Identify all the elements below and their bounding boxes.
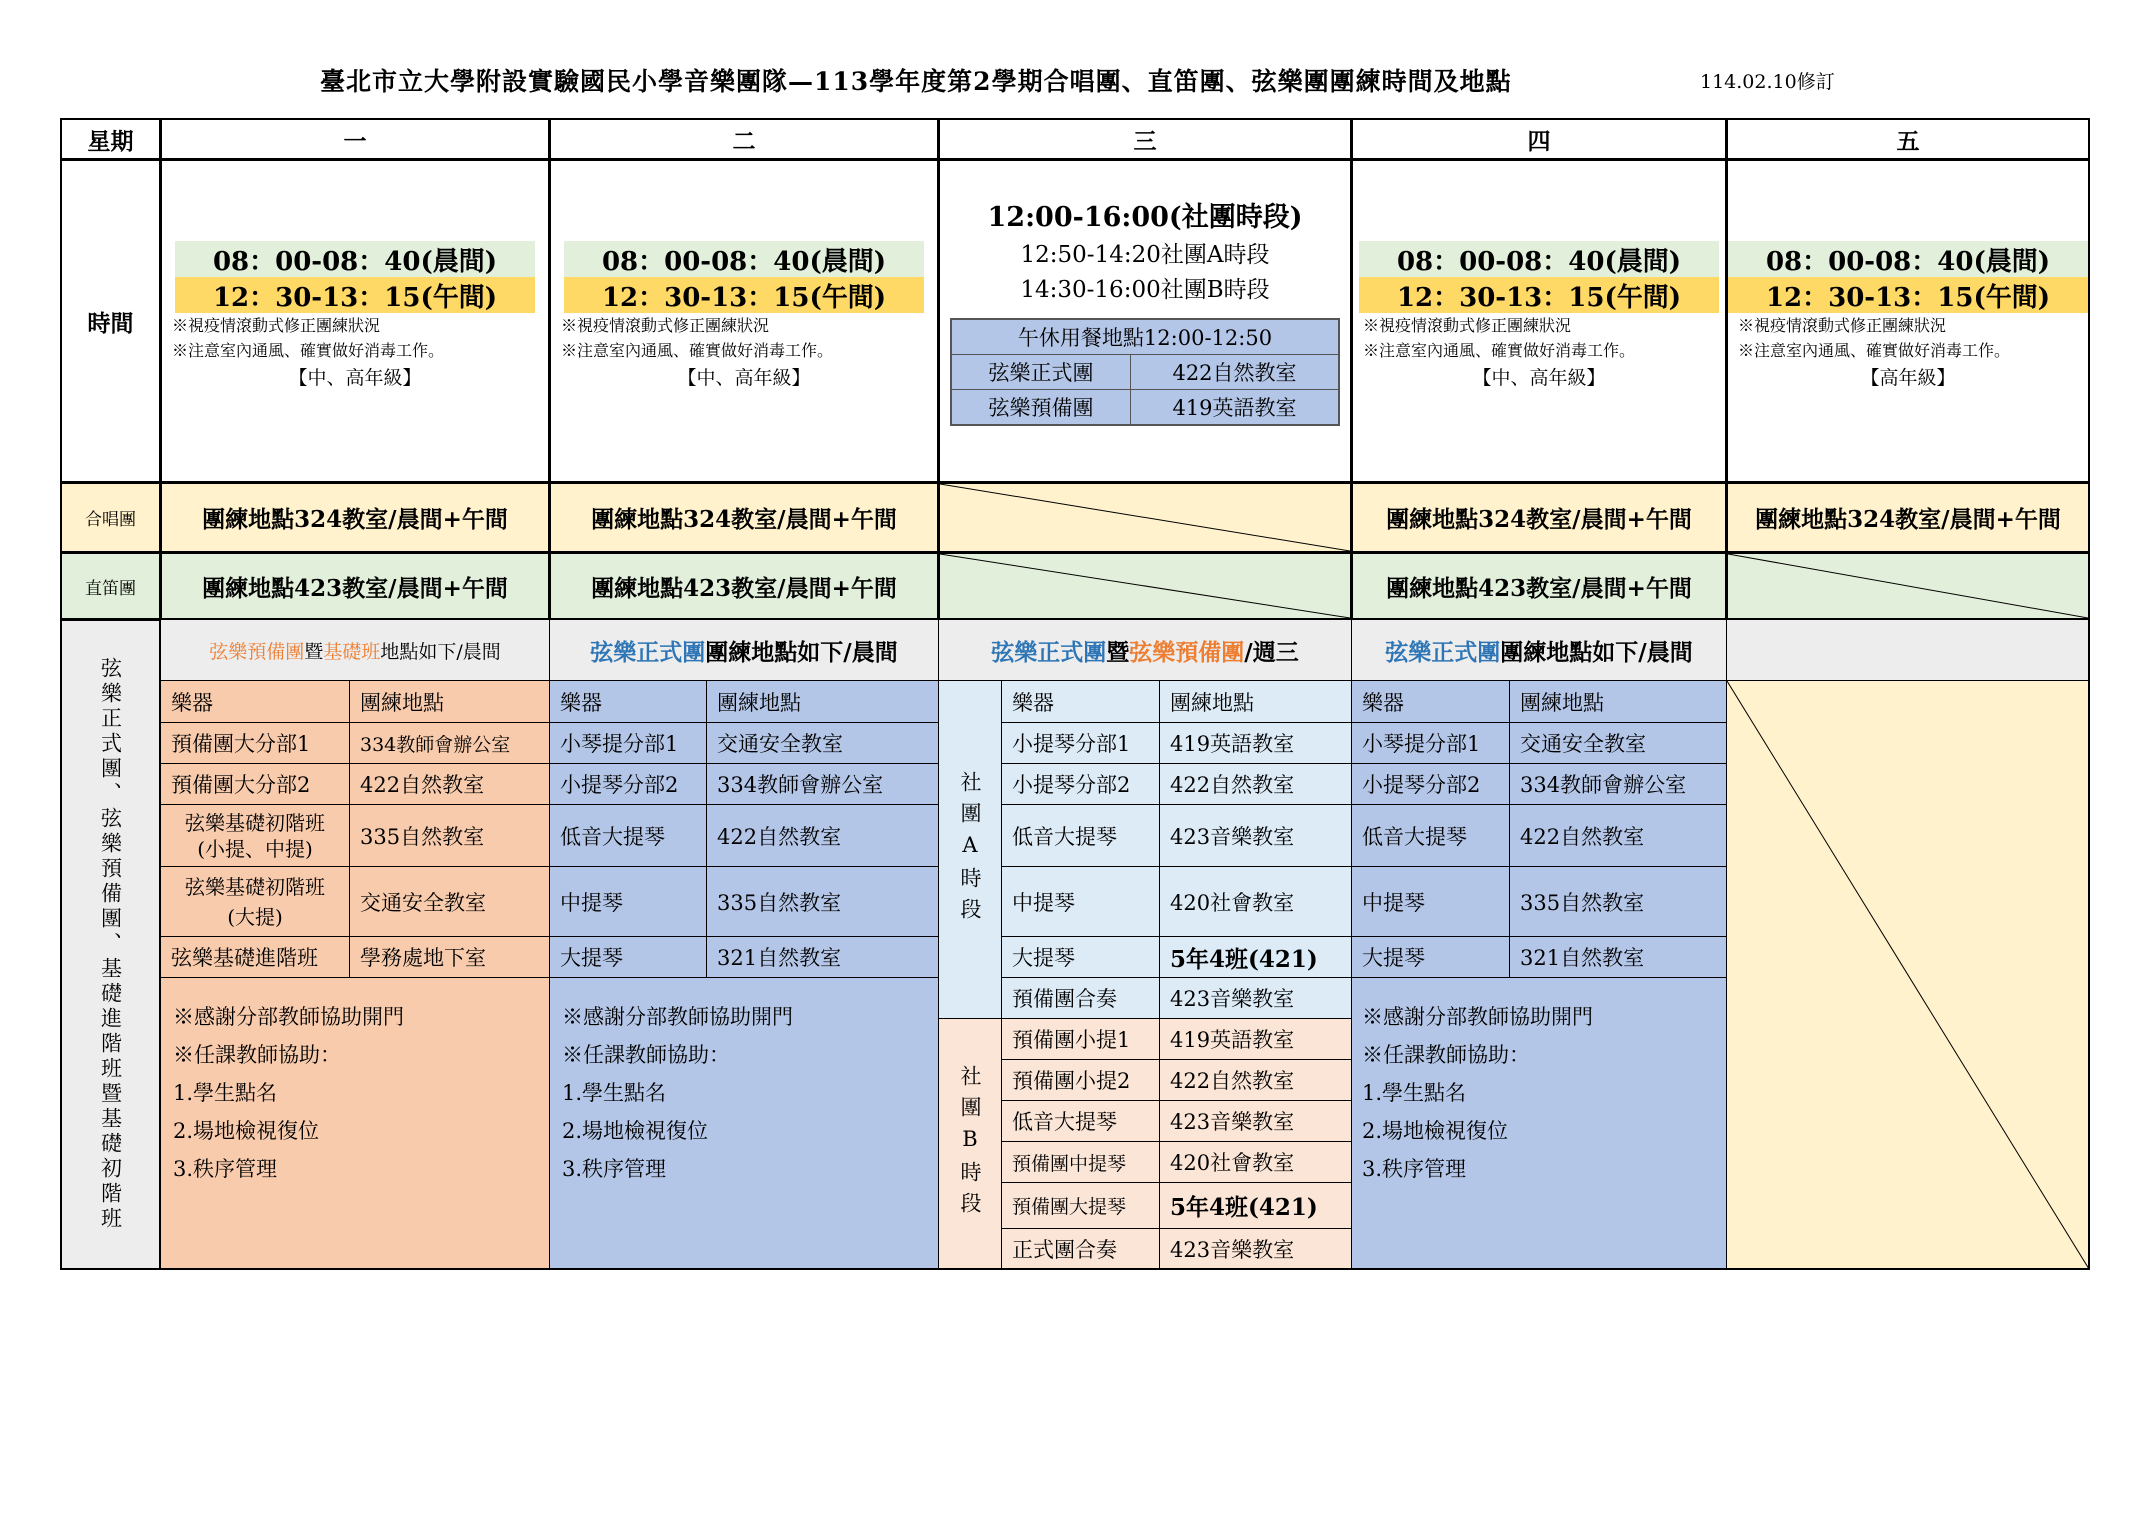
col-location: 團練地點 — [1509, 680, 1727, 723]
notes-thu — [1351, 977, 1727, 1270]
note-line: 1.學生點名 — [562, 1081, 667, 1105]
note-line: 1.學生點名 — [1362, 1081, 1467, 1105]
note-line: 2.場地檢視復位 — [173, 1119, 320, 1143]
note-line: ※感謝分部教師協助開門 — [1362, 1005, 1593, 1029]
room-cell: 422自然教室 — [349, 763, 550, 805]
time-cell-fri — [1726, 159, 2090, 483]
note-ventilation: ※注意室內通風、確實做好消毒工作。 — [1363, 341, 1636, 360]
note-ventilation: ※注意室內通風、確實做好消毒工作。 — [561, 341, 834, 360]
room-cell: 420社會教室 — [1159, 1141, 1352, 1183]
instrument-cell: 正式團合奏 — [1001, 1228, 1160, 1270]
noon-time: 12：30-13：15(午間) — [1728, 277, 2088, 313]
room-cell: 423音樂教室 — [1159, 1228, 1352, 1270]
grade-label: 【高年級】 — [1860, 367, 1956, 389]
formal-group-text: 弦樂正式團 — [590, 638, 706, 666]
strings-header-mon — [160, 619, 550, 681]
choir-label: 合唱團 — [60, 482, 161, 553]
day-header-thu: 四 — [1351, 118, 1727, 160]
instrument-cell: 大提琴 — [1351, 936, 1510, 978]
room-cell: 334教師會辦公室 — [1509, 763, 1727, 805]
recorder-empty-fri — [1726, 552, 2090, 620]
room-cell: 335自然教室 — [1509, 866, 1727, 937]
time-cell-thu — [1351, 159, 1727, 483]
weekday-header: 星期 — [60, 118, 161, 160]
col-location: 團練地點 — [1159, 680, 1352, 723]
time-row-label: 時間 — [60, 159, 161, 483]
club-period-b: 14:30-16:00社團B時段 — [1020, 277, 1270, 303]
instrument-cell: 小提琴分部2 — [1351, 763, 1510, 805]
lunch-room: 422自然教室 — [1131, 355, 1339, 390]
notes-tue — [549, 977, 939, 1270]
day-header-fri: 五 — [1726, 118, 2090, 160]
room-cell: 419英語教室 — [1159, 1018, 1352, 1060]
recorder-location-thu: 團練地點423教室/晨間+午間 — [1351, 552, 1727, 620]
instrument-cell: 弦樂基礎進階班 — [160, 936, 350, 978]
lunch-group: 弦樂正式團 — [951, 355, 1131, 390]
club-a-label-text: 社團A時段 — [958, 770, 982, 929]
room-cell: 423音樂教室 — [1159, 977, 1352, 1019]
room-cell: 335自然教室 — [349, 804, 550, 867]
instrument-cell: 預備團大提琴 — [1001, 1182, 1160, 1229]
time-cell-tue — [549, 159, 939, 483]
instrument-cell: 預備團中提琴 — [1001, 1141, 1160, 1183]
room-cell: 5年4班(421) — [1159, 1182, 1352, 1229]
schedule-table — [60, 118, 2090, 1270]
club-a-label — [938, 680, 1002, 1019]
room-cell: 422自然教室 — [1159, 763, 1352, 805]
strings-header-fri-empty — [1726, 619, 2090, 681]
instrument-cell: 小琴提分部1 — [1351, 722, 1510, 764]
and-text: 暨 — [1106, 638, 1130, 666]
col-location: 團練地點 — [349, 680, 550, 723]
day-header-wed: 三 — [938, 118, 1352, 160]
instrument-cell: 低音大提琴 — [549, 804, 707, 867]
strings-header-tue — [549, 619, 939, 681]
instrument-cell: 低音大提琴 — [1001, 804, 1160, 867]
col-location: 團練地點 — [706, 680, 939, 723]
note-epidemic: ※視疫情滾動式修正團練狀況 — [172, 316, 381, 335]
strings-label-text: 弦樂正式團、弦樂預備團、基礎進階班暨基礎初階班 — [98, 657, 123, 1232]
noon-time: 12：30-13：15(午間) — [175, 277, 535, 313]
formal-group-text: 弦樂正式團 — [991, 638, 1107, 666]
instrument-cell: 預備團小提1 — [1001, 1018, 1160, 1060]
instrument-cell: 弦樂基礎初階班 (大提) — [160, 866, 350, 937]
header-suffix: /週三 — [1244, 638, 1299, 666]
note-line: ※感謝分部教師協助開門 — [562, 1005, 793, 1029]
note-line: ※任課教師協助： — [173, 1043, 341, 1067]
room-cell: 334教師會辦公室 — [349, 722, 550, 764]
col-instrument: 樂器 — [160, 680, 350, 723]
choir-empty-wed — [938, 482, 1352, 553]
note-line: 3.秩序管理 — [173, 1157, 278, 1181]
prep-group-text: 弦樂預備團 — [1129, 638, 1245, 666]
instrument-cell: 預備團大分部2 — [160, 763, 350, 805]
lunch-title: 午休用餐地點12:00-12:50 — [951, 319, 1339, 355]
strings-header-thu — [1351, 619, 1727, 681]
choir-location-tue: 團練地點324教室/晨間+午間 — [549, 482, 939, 553]
strings-label — [60, 619, 161, 1270]
room-cell: 422自然教室 — [1509, 804, 1727, 867]
club-period: 12:00-16:00(社團時段) — [987, 202, 1303, 233]
room-cell: 交通安全教室 — [349, 866, 550, 937]
note-line: 3.秩序管理 — [562, 1157, 667, 1181]
note-line: 2.場地檢視復位 — [562, 1119, 709, 1143]
choir-location-fri: 團練地點324教室/晨間+午間 — [1726, 482, 2090, 553]
note-line: 1.學生點名 — [173, 1081, 278, 1105]
grade-label: 【中、高年級】 — [677, 367, 811, 389]
header-suffix: 地點如下/晨間 — [380, 640, 501, 663]
instrument-cell: 低音大提琴 — [1001, 1100, 1160, 1142]
room-cell: 419英語教室 — [1159, 722, 1352, 764]
instrument-cell: 預備團大分部1 — [160, 722, 350, 764]
instrument-cell: 中提琴 — [1001, 866, 1160, 937]
note-line: ※任課教師協助： — [1362, 1043, 1530, 1067]
instrument-cell: 小提琴分部1 — [1001, 722, 1160, 764]
lunch-group: 弦樂預備團 — [951, 390, 1131, 426]
instrument-cell: 大提琴 — [549, 936, 707, 978]
note-line: ※任課教師協助： — [562, 1043, 730, 1067]
morning-time: 08：00-08：40(晨間) — [175, 241, 535, 277]
noon-time: 12：30-13：15(午間) — [564, 277, 924, 313]
instrument-cell: 低音大提琴 — [1351, 804, 1510, 867]
morning-time: 08：00-08：40(晨間) — [1359, 241, 1719, 277]
time-cell-wed — [938, 159, 1352, 483]
club-b-label — [938, 1018, 1002, 1270]
note-epidemic: ※視疫情滾動式修正團練狀況 — [1738, 316, 1947, 335]
col-instrument: 樂器 — [1001, 680, 1160, 723]
recorder-label: 直笛團 — [60, 552, 161, 620]
col-instrument: 樂器 — [1351, 680, 1510, 723]
room-cell: 334教師會辦公室 — [706, 763, 939, 805]
day-header-tue: 二 — [549, 118, 939, 160]
note-line: ※感謝分部教師協助開門 — [173, 1005, 404, 1029]
revision-date: 114.02.10修訂 — [1700, 71, 1835, 93]
recorder-location-mon: 團練地點423教室/晨間+午間 — [160, 552, 550, 620]
morning-time: 08：00-08：40(晨間) — [1728, 241, 2088, 277]
instrument-cell: 中提琴 — [549, 866, 707, 937]
lunch-room: 419英語教室 — [1131, 390, 1339, 426]
morning-time: 08：00-08：40(晨間) — [564, 241, 924, 277]
formal-group-text: 弦樂正式團 — [1385, 638, 1501, 666]
instrument-cell: 小提琴分部2 — [549, 763, 707, 805]
grade-label: 【中、高年級】 — [1472, 367, 1606, 389]
room-cell: 交通安全教室 — [1509, 722, 1727, 764]
note-ventilation: ※注意室內通風、確實做好消毒工作。 — [172, 341, 445, 360]
club-period-a: 12:50-14:20社團A時段 — [1020, 242, 1270, 268]
note-epidemic: ※視疫情滾動式修正團練狀況 — [561, 316, 770, 335]
and-text: 暨 — [304, 640, 324, 663]
grade-label: 【中、高年級】 — [288, 367, 422, 389]
choir-location-mon: 團練地點324教室/晨間+午間 — [160, 482, 550, 553]
header-suffix: 團練地點如下/晨間 — [705, 638, 898, 666]
room-cell: 5年4班(421) — [1159, 936, 1352, 978]
room-cell: 321自然教室 — [706, 936, 939, 978]
instrument-cell: 小琴提分部1 — [549, 722, 707, 764]
page-title: 臺北市立大學附設實驗國民小學音樂團隊—113學年度第2學期合唱團、直笛團、弦樂團團練時間及地點 — [320, 67, 1512, 96]
room-cell: 423音樂教室 — [1159, 1100, 1352, 1142]
note-line: 2.場地檢視復位 — [1362, 1119, 1509, 1143]
room-cell: 335自然教室 — [706, 866, 939, 937]
col-instrument: 樂器 — [549, 680, 707, 723]
room-cell: 學務處地下室 — [349, 936, 550, 978]
note-line: 3.秩序管理 — [1362, 1157, 1467, 1181]
room-cell: 420社會教室 — [1159, 866, 1352, 937]
instrument-cell: 預備團小提2 — [1001, 1059, 1160, 1101]
noon-time: 12：30-13：15(午間) — [1359, 277, 1719, 313]
instrument-cell: 小提琴分部2 — [1001, 763, 1160, 805]
prep-group-text: 弦樂預備團 — [209, 640, 305, 663]
strings-header-wed — [938, 619, 1352, 681]
strings-empty-fri — [1726, 680, 2090, 1270]
room-cell: 423音樂教室 — [1159, 804, 1352, 867]
choir-location-thu: 團練地點324教室/晨間+午間 — [1351, 482, 1727, 553]
day-header-mon: 一 — [160, 118, 550, 160]
room-cell: 321自然教室 — [1509, 936, 1727, 978]
lunch-location-table — [950, 318, 1340, 426]
instrument-cell: 弦樂基礎初階班 (小提、中提) — [160, 804, 350, 867]
header-suffix: 團練地點如下/晨間 — [1500, 638, 1693, 666]
recorder-location-tue: 團練地點423教室/晨間+午間 — [549, 552, 939, 620]
notes-mon — [160, 977, 550, 1270]
room-cell: 交通安全教室 — [706, 722, 939, 764]
instrument-cell: 預備團合奏 — [1001, 977, 1160, 1019]
club-b-label-text: 社團B時段 — [958, 1065, 982, 1223]
note-ventilation: ※注意室內通風、確實做好消毒工作。 — [1738, 341, 2011, 360]
basic-class-text: 基礎班 — [323, 640, 381, 663]
instrument-cell: 中提琴 — [1351, 866, 1510, 937]
room-cell: 422自然教室 — [706, 804, 939, 867]
note-epidemic: ※視疫情滾動式修正團練狀況 — [1363, 316, 1572, 335]
instrument-cell: 大提琴 — [1001, 936, 1160, 978]
recorder-empty-wed — [938, 552, 1352, 620]
room-cell: 422自然教室 — [1159, 1059, 1352, 1101]
time-cell-mon — [160, 159, 550, 483]
